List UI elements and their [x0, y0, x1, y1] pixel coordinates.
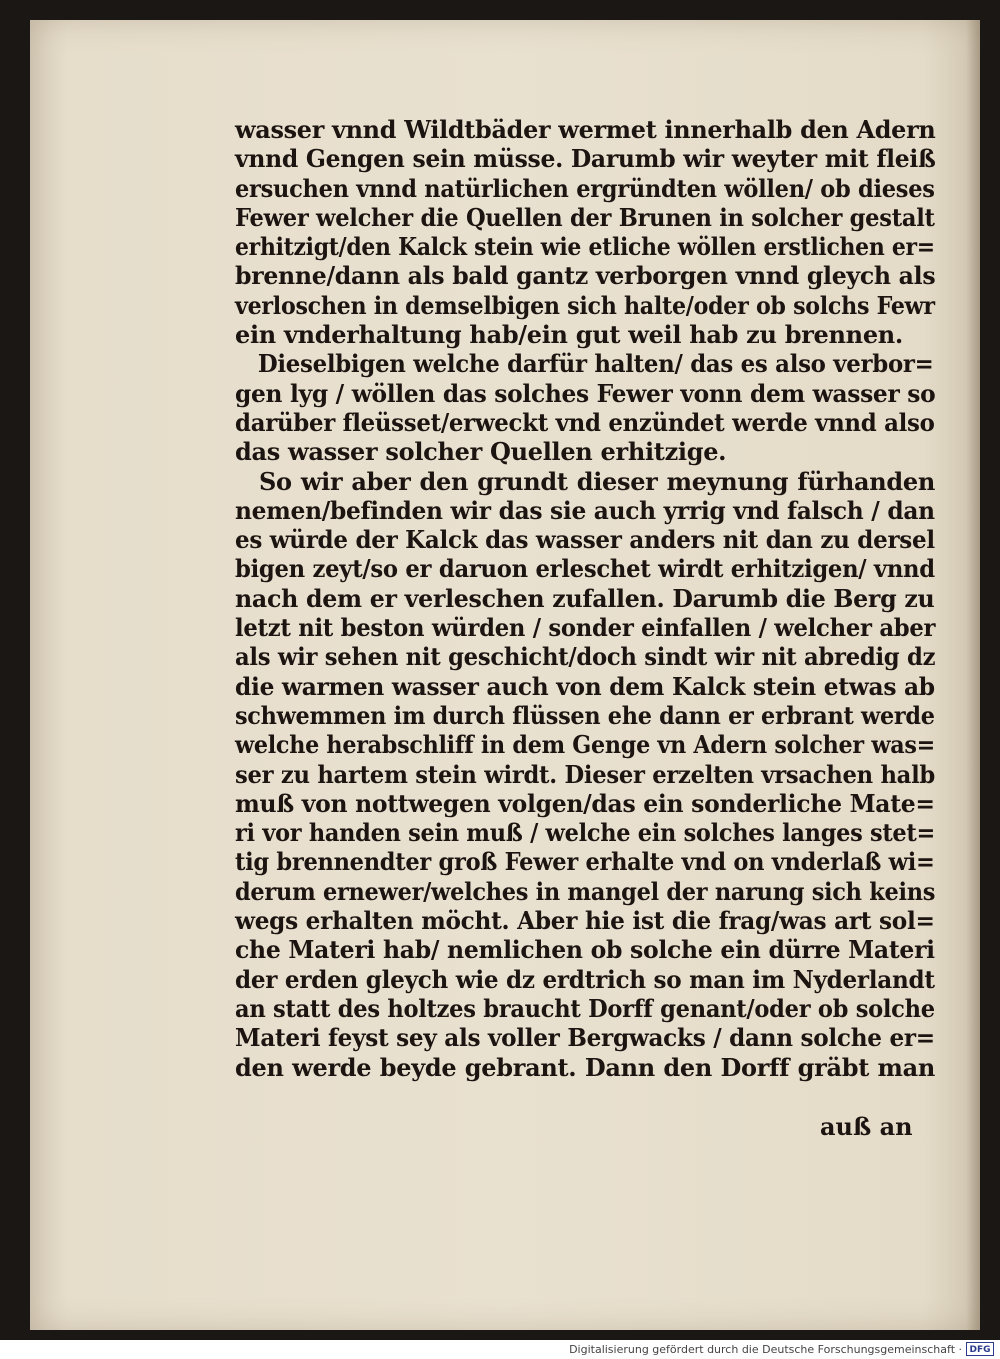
text-line: brenne/dann als bald gantz verborgen vnnd gleych als — [235, 261, 936, 291]
text-line: welche herabschliff in dem Genge vn Adern solcher was= — [235, 730, 935, 760]
text-line: ser zu hartem stein wirdt. Dieser erzelten vrsachen halb — [235, 759, 935, 789]
text-line: tig brennendter groß Fewer erhalte vnd on vnderlaß wi= — [235, 847, 935, 877]
text-line: schwemmen im durch flüssen ehe dann er erbrant werde — [235, 700, 935, 730]
text-line: So wir aber den grundt dieser meynung fürhanden — [259, 466, 935, 496]
page-edge-shadow — [966, 20, 980, 1330]
text-line: bigen zeyt/so er daruon erleschet wirdt erhitzigen/ vnnd — [235, 554, 935, 584]
catchword: auß an — [820, 1112, 913, 1141]
text-line: che Materi hab/ nemlichen ob solche ein dürre Materi — [235, 935, 935, 965]
dfg-logo-icon: DFG — [966, 1342, 994, 1356]
text-line: nemen/befinden wir das sie auch yrrig vnd falsch / dan — [235, 495, 935, 525]
text-line: der erden gleych wie dz erdtrich so man im Nyderlandt — [235, 964, 935, 994]
footer-bar — [0, 1340, 1000, 1359]
text-line: verloschen in demselbigen sich halte/oder ob solchs Fewr — [235, 290, 935, 320]
text-line: derum ernewer/welches in mangel der narung sich keins — [235, 876, 936, 906]
body-text — [235, 115, 935, 1082]
text-line: vnnd Gengen sein müsse. Darumb wir weyter mit fleiß — [235, 144, 936, 174]
text-line: nach dem er verleschen zufallen. Darumb die Berg zu — [235, 583, 935, 613]
text-line: letzt nit beston würden / sonder einfallen / welcher aber — [235, 613, 936, 643]
funding-credit: Digitalisierung gefördert durch die Deutsche Forschungsgemeinschaft · — [569, 1343, 962, 1356]
text-line: das wasser solcher Quellen erhitzige. — [235, 437, 727, 467]
text-line: Dieselbigen welche darfür halten/ das es also verbor= — [257, 349, 934, 379]
text-line: ersuchen vnnd natürlichen ergründten wöllen/ ob dieses — [235, 173, 935, 203]
text-line: es würde der Kalck das wasser anders nit dan zu dersel — [235, 525, 935, 555]
book-page — [30, 20, 980, 1330]
text-line: ein vnderhaltung hab/ein gut weil hab zu brennen. — [235, 320, 903, 350]
text-line: als wir sehen nit geschicht/doch sindt wir nit abredig dz — [235, 642, 936, 672]
text-line: wasser vnnd Wildtbäder wermet innerhalb den Adern — [235, 115, 936, 144]
text-line: darüber fleüsset/erweckt vnd enzündet werde vnnd also — [235, 407, 935, 437]
text-line: wegs erhalten möcht. Aber hie ist die frag/was art sol= — [235, 906, 935, 936]
text-line: ri vor handen sein muß / welche ein solches langes stet= — [235, 818, 936, 848]
text-line: Materi feyst sey als voller Bergwacks / dann solche er= — [235, 1023, 935, 1053]
text-line: muß von nottwegen volgen/das ein sonderliche Mate= — [235, 788, 935, 818]
text-line: an statt des holtzes braucht Dorff genant/oder ob solche — [235, 993, 935, 1023]
text-line: Fewer welcher die Quellen der Brunen in solcher gestalt — [235, 202, 935, 232]
text-line: den werde beyde gebrant. Dann den Dorff gräbt man — [235, 1052, 935, 1082]
text-line: gen lyg / wöllen das solches Fewer vonn dem wasser so — [235, 378, 936, 408]
text-line: die warmen wasser auch von dem Kalck stein etwas ab — [235, 671, 935, 701]
text-line: erhitzigt/den Kalck stein wie etliche wöllen erstlichen er= — [235, 232, 935, 262]
